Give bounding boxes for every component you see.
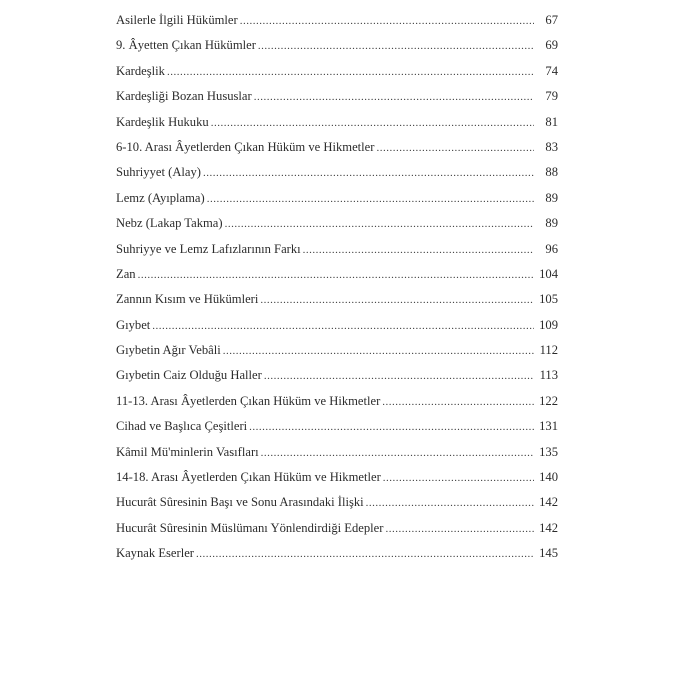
toc-page-number: 88 (545, 165, 558, 180)
toc-page-number: 89 (545, 190, 558, 205)
toc-page-number: 131 (539, 419, 558, 434)
toc-row[interactable] (116, 414, 558, 439)
toc-entry-title: Suhriyyet (Alay) (116, 165, 201, 180)
leader-dots (167, 60, 534, 85)
toc-row[interactable] (116, 186, 558, 211)
leader-dots (225, 212, 534, 237)
toc-entry-title: 14-18. Arası Âyetlerden Çıkan Hüküm ve Hikmetler (116, 470, 381, 485)
toc-row[interactable] (116, 211, 558, 236)
toc-page-number: 74 (545, 63, 558, 78)
leader-dots (211, 111, 534, 136)
toc-entry-title: Hucurât Sûresinin Başı ve Sonu Arasındaki İlişki (116, 495, 364, 510)
toc-entry-title: 11-13. Arası Âyetlerden Çıkan Hüküm ve Hikmetler (116, 393, 381, 408)
toc-row[interactable] (116, 313, 558, 338)
toc-row[interactable] (116, 516, 558, 541)
toc-row[interactable] (116, 465, 558, 490)
toc-row[interactable] (116, 490, 558, 515)
table-of-contents (116, 8, 558, 567)
toc-entry-title: Gıybetin Ağır Vebâli (116, 343, 221, 358)
toc-row[interactable] (116, 160, 558, 185)
toc-page-number: 112 (539, 343, 558, 358)
toc-row[interactable] (116, 541, 558, 566)
toc-page-number: 83 (545, 139, 558, 154)
toc-entry-title: Gıybetin Caiz Olduğu Haller (116, 368, 262, 383)
toc-page-number: 105 (539, 292, 558, 307)
toc-page-number: 69 (545, 38, 558, 53)
toc-page-number: 96 (545, 241, 558, 256)
toc-entry-title: 9. Âyetten Çıkan Hükümler (116, 38, 256, 53)
toc-entry-title: Kardeşlik (116, 63, 165, 78)
toc-page-number: 142 (539, 520, 558, 535)
toc-entry-title: Gıybet (116, 317, 151, 332)
leader-dots (223, 339, 534, 364)
toc-entry-title: Zan (116, 266, 136, 281)
toc-row[interactable] (116, 262, 558, 287)
toc-row[interactable] (116, 237, 558, 262)
toc-entry-title: Suhriyye ve Lemz Lafızlarının Farkı (116, 241, 301, 256)
leader-dots (249, 415, 534, 440)
toc-entry-title: Nebz (Lakap Takma) (116, 216, 223, 231)
toc-page-number: 135 (539, 444, 558, 459)
toc-row[interactable] (116, 389, 558, 414)
toc-page-number: 145 (539, 546, 558, 561)
leader-dots (382, 390, 534, 415)
leader-dots (385, 517, 534, 542)
toc-page-number: 79 (545, 89, 558, 104)
toc-page-number: 81 (545, 114, 558, 129)
leader-dots (261, 441, 534, 466)
toc-entry-title: Kardeşlik Hukuku (116, 114, 209, 129)
leader-dots (152, 314, 534, 339)
leader-dots (264, 364, 534, 389)
toc-page-number: 140 (539, 470, 558, 485)
toc-row[interactable] (116, 33, 558, 58)
toc-entry-title: Kardeşliği Bozan Hususlar (116, 89, 252, 104)
toc-row[interactable] (116, 8, 558, 33)
toc-row[interactable] (116, 84, 558, 109)
toc-page-number: 113 (539, 368, 558, 383)
leader-dots (303, 238, 534, 263)
toc-row[interactable] (116, 440, 558, 465)
leader-dots (258, 34, 534, 59)
leader-dots (254, 85, 534, 110)
leader-dots (138, 263, 534, 288)
toc-row[interactable] (116, 110, 558, 135)
toc-row[interactable] (116, 59, 558, 84)
leader-dots (196, 542, 534, 567)
leader-dots (260, 288, 534, 313)
toc-row[interactable] (116, 338, 558, 363)
toc-row[interactable] (116, 135, 558, 160)
toc-row[interactable] (116, 363, 558, 388)
toc-entry-title: Asilerle İlgili Hükümler (116, 13, 238, 27)
toc-entry-title: Hucurât Sûresinin Müslümanı Yönlendirdiği Edepler (116, 520, 384, 535)
toc-page-number: 122 (539, 393, 558, 408)
toc-page-number: 109 (539, 317, 558, 332)
leader-dots (207, 187, 534, 212)
toc-entry-title: Kâmil Mü'minlerin Vasıfları (116, 444, 259, 459)
toc-row[interactable] (116, 287, 558, 312)
leader-dots (376, 136, 534, 161)
toc-entry-title: Lemz (Ayıplama) (116, 190, 205, 205)
toc-entry-title: 6-10. Arası Âyetlerden Çıkan Hüküm ve Hikmetler (116, 139, 375, 154)
toc-entry-title: Kaynak Eserler (116, 546, 194, 561)
leader-dots (240, 9, 534, 34)
toc-page-number: 67 (545, 13, 558, 27)
toc-page-number: 104 (539, 266, 558, 281)
leader-dots (366, 491, 534, 516)
leader-dots (383, 466, 534, 491)
toc-page-number: 89 (545, 216, 558, 231)
leader-dots (203, 161, 534, 186)
toc-page-number: 142 (539, 495, 558, 510)
toc-entry-title: Zannın Kısım ve Hükümleri (116, 292, 259, 307)
toc-entry-title: Cihad ve Başlıca Çeşitleri (116, 419, 248, 434)
